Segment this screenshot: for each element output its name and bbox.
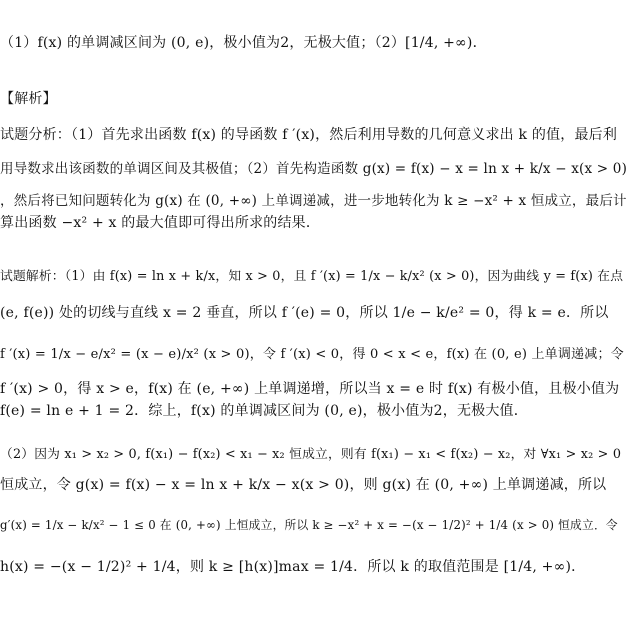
analysis-line: 试题分析：（1）首先求出函数 f(x) 的导函数 f ′(x)，然后利用导数的几何意义求出 k 的值，最后利 [0, 127, 618, 143]
solution-line: （2）因为 x₁ > x₂ > 0, f(x₁) − f(x₂) < x₁ − x₂ 恒成立，则有 f(x₁) − x₁ < f(x₂) − x₂，对 ∀x₁ > x₂ > 0 [0, 447, 622, 462]
answer-line: （1）f(x) 的单调减区间为 (0, e)，极小值为2，无极大值；（2）[1/4, +∞)． [0, 35, 487, 51]
analysis-line: ，然后将已知问题转化为 g(x) 在 (0, +∞) 上单调递减，进一步地转化为 k ≥ −x² + x 恒成立，最后计 [0, 193, 627, 209]
analysis-heading: 【解析】 [0, 91, 57, 107]
solution-line: (e, f(e)) 处的切线与直线 x = 2 垂直，所以 f ′(e) = 0，所以 1/e − k/e² = 0，得 k = e．所以 [0, 305, 609, 321]
solution-line: g′(x) = 1/x − k/x² − 1 ≤ 0 在 (0, +∞) 上恒成立，所以 k ≥ −x² + x = −(x − 1/2)² + 1/4 (x > 0) 恒成立．令 [0, 518, 618, 532]
analysis-line: 用导数求出该函数的单调区间及其极值；（2）首先构造函数 g(x) = f(x) − x = ln x + k/x − x(x > 0) [0, 161, 628, 177]
solution-line: 恒成立，令 g(x) = f(x) − x = ln x + k/x − x(x > 0)，则 g(x) 在 (0, +∞) 上单调递减，所以 [0, 477, 607, 493]
solution-line: h(x) = −(x − 1/2)² + 1/4，则 k ≥ [h(x)]max = 1/4．所以 k 的取值范围是 [1/4, +∞)． [0, 559, 586, 575]
solution-line: f(e) = ln e + 1 = 2．综上，f(x) 的单调减区间为 (0, e)，极小值为2，无极大值． [0, 403, 528, 419]
solution-line: f ′(x) = 1/x − e/x² = (x − e)/x² (x > 0)，令 f ′(x) < 0，得 0 < x < e，f(x) 在 (0, e) 上单调递减；令 [0, 347, 624, 362]
solution-line: 试题解析：（1）由 f(x) = ln x + k/x，知 x > 0，且 f ′(x) = 1/x − k/x² (x > 0)，因为曲线 y = f(x) 在点 [0, 269, 624, 284]
analysis-line: 算出函数 −x² + x 的最大值即可得出所求的结果． [0, 215, 321, 231]
solution-line: f ′(x) > 0，得 x > e，f(x) 在 (e, +∞) 上单调递增，所以当 x = e 时 f(x) 有极小值，且极小值为 [0, 381, 620, 397]
